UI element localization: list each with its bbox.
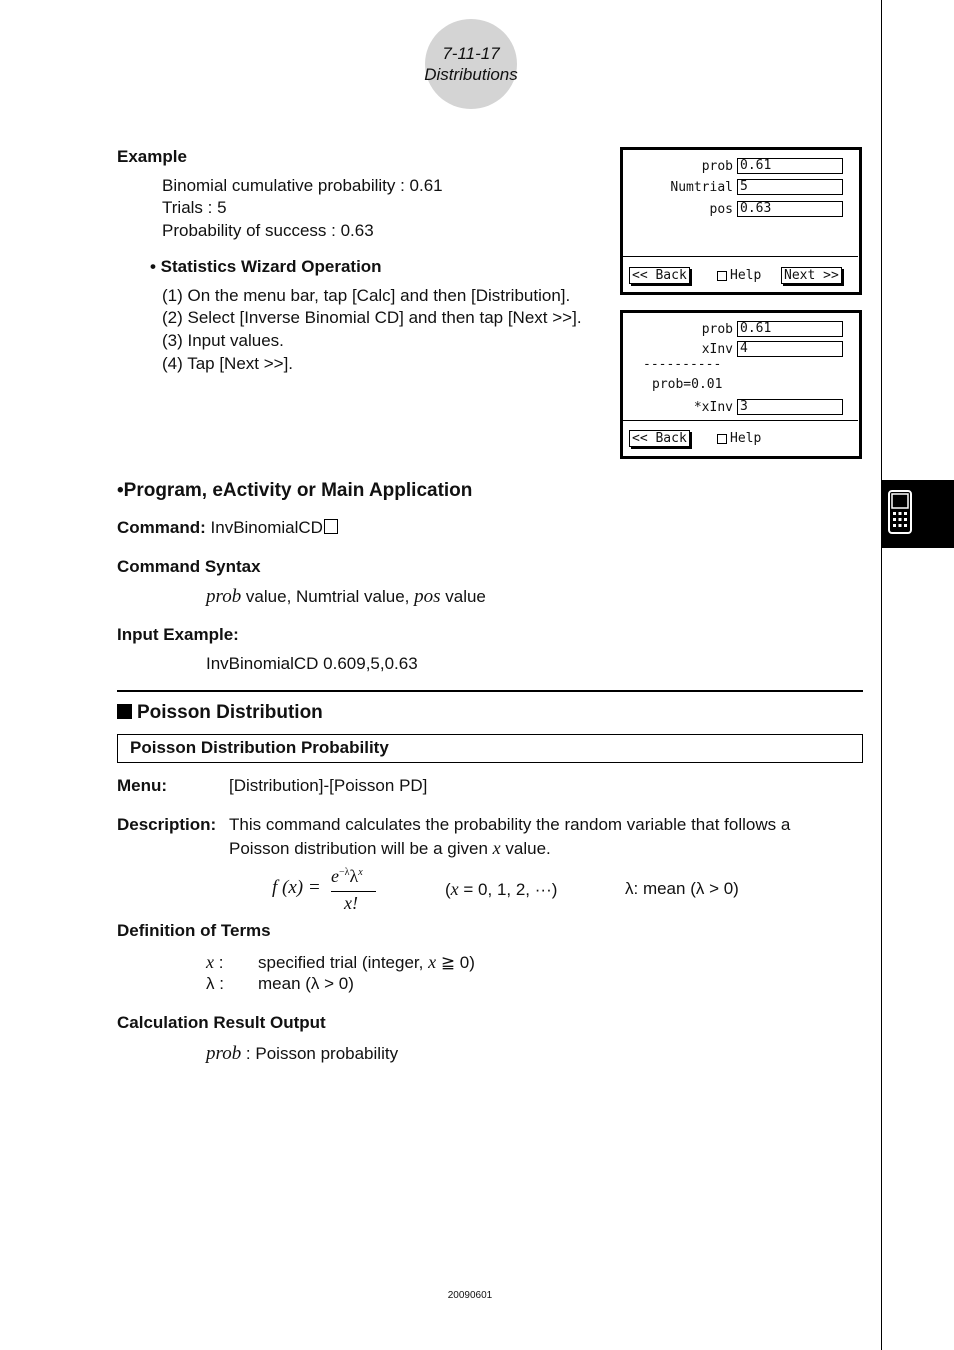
calculator-icon [888, 490, 912, 534]
range-rest: = 0, 1, 2, ···) [458, 880, 558, 899]
page-number: 7-11-17 [442, 44, 500, 63]
poisson-box-title: Poisson Distribution Probability [130, 738, 389, 757]
syntax-end: value [440, 587, 486, 606]
screen1-numtrial-label: Numtrial [670, 180, 733, 195]
command-line [117, 518, 338, 538]
description-line-1: This command calculates the probability the random variable that follows a [229, 815, 791, 834]
poisson-section-title-text: Poisson Distribution [137, 702, 323, 723]
formula-e-exp: −λ [339, 867, 350, 878]
formula-lambda: λ [349, 866, 359, 886]
screen1-help-checkbox[interactable] [717, 271, 727, 281]
formula-mean-note: λ: mean (λ > 0) [625, 879, 739, 898]
chapter-tab [882, 480, 954, 548]
screen1-pos-label: pos [709, 202, 733, 217]
term-x-text-x: x [428, 952, 437, 972]
command-value: InvBinomialCD [210, 518, 323, 537]
right-margin-line [881, 0, 882, 1350]
description-text-a: Poisson distribution will be a given [229, 839, 493, 858]
screen2-back-button[interactable]: << Back [629, 430, 690, 447]
screen2-xinv-result-label: *xInv [693, 400, 733, 415]
wizard-step-4: (4) Tap [Next >>]. [162, 354, 294, 373]
syntax-prob: prob [206, 586, 242, 607]
wizard-screen-2 [620, 310, 862, 459]
input-example-title: Input Example: [117, 625, 239, 644]
screen2-help-label: Help [730, 431, 762, 446]
output-prob: prob [206, 1043, 242, 1064]
term-x-sym: x [206, 952, 214, 972]
description-x: x [492, 838, 501, 858]
range-x: x [450, 879, 459, 899]
screen2-dashes: ---------- [643, 357, 722, 372]
wizard-step-3: (3) Input values. [162, 331, 284, 350]
wizard-title: • Statistics Wizard Operation [150, 257, 382, 276]
syntax-pos: pos [414, 586, 441, 607]
description-line-2 [229, 838, 551, 859]
screen2-divider [623, 420, 858, 421]
wizard-screen-1 [620, 147, 862, 295]
output-text: : Poisson probability [241, 1044, 399, 1063]
footer-code: 20090601 [447, 1290, 493, 1301]
term-x-text-b: ≧ 0) [436, 953, 475, 972]
example-line-2: Trials : 5 [162, 198, 227, 217]
space-symbol-icon [324, 519, 338, 534]
range-open: ( [445, 880, 451, 899]
poisson-section-title [117, 702, 323, 724]
term-lambda-sym: λ [206, 974, 215, 993]
term-lambda-colon: : [214, 974, 224, 993]
formula-lambda-exp: x [358, 867, 363, 878]
screen1-pos-field[interactable]: 0.63 [737, 201, 843, 217]
screen1-prob-field[interactable]: 0.61 [737, 158, 843, 174]
screen2-prob-field[interactable]: 0.61 [737, 321, 843, 337]
input-example-value: InvBinomialCD 0.609,5,0.63 [206, 654, 418, 673]
wizard-step-1: (1) On the menu bar, tap [Calc] and then [Distribution]. [162, 286, 571, 305]
screen2-xinv-label: xInv [701, 342, 733, 357]
screen1-divider [623, 256, 858, 257]
term-lambda-text: mean (λ > 0) [258, 974, 354, 993]
screen2-help-checkbox[interactable] [717, 434, 727, 444]
page-badge [425, 19, 517, 109]
term-x-text [258, 952, 475, 973]
screen2-xinv-field[interactable]: 4 [737, 341, 843, 357]
term-x-colon: : [214, 953, 224, 972]
formula-e: e [331, 866, 339, 886]
description-text-b: value. [500, 839, 551, 858]
screen1-next-button[interactable]: Next >> [781, 267, 842, 284]
screen2-prob-result: prob=0.01 [652, 377, 723, 392]
section-name: Distributions [424, 65, 518, 84]
term-x-text-a: specified trial (integer, [258, 953, 429, 972]
screen2-xinv-result-field: 3 [737, 399, 843, 415]
poisson-box-header [117, 734, 863, 763]
section-rule [117, 690, 863, 692]
term-lambda-symbol [206, 974, 224, 994]
screen1-back-button[interactable]: << Back [629, 267, 690, 284]
screen2-prob-label: prob [701, 322, 733, 337]
syntax-title: Command Syntax [117, 557, 261, 576]
command-label: Command: [117, 518, 206, 537]
formula-range [445, 879, 557, 900]
screen1-numtrial-field[interactable]: 5 [737, 179, 843, 195]
example-line-3: Probability of success : 0.63 [162, 221, 374, 240]
term-x-symbol [206, 952, 223, 973]
syntax-mid: value, Numtrial value, [241, 587, 415, 606]
formula-fraction-bar [331, 891, 376, 892]
screen1-help-label: Help [730, 268, 762, 283]
formula-denominator: x! [344, 893, 358, 913]
menu-label: Menu: [117, 776, 168, 795]
screen1-prob-label: prob [701, 159, 733, 174]
output-title: Calculation Result Output [117, 1013, 326, 1032]
formula-lhs: f (x) = [272, 877, 321, 898]
black-square-icon [117, 704, 132, 719]
menu-value: [Distribution]-[Poisson PD] [229, 776, 428, 795]
syntax-line [206, 586, 486, 608]
output-line [206, 1043, 398, 1065]
example-line-1: Binomial cumulative probability : 0.61 [162, 176, 443, 195]
formula-numerator [331, 866, 363, 887]
wizard-step-2: (2) Select [Inverse Binomial CD] and then tap [Next >>]. [162, 308, 582, 327]
program-heading: •Program, eActivity or Main Application [117, 480, 473, 501]
terms-title: Definition of Terms [117, 921, 271, 940]
description-label: Description: [117, 815, 217, 834]
example-title: Example [117, 147, 187, 166]
